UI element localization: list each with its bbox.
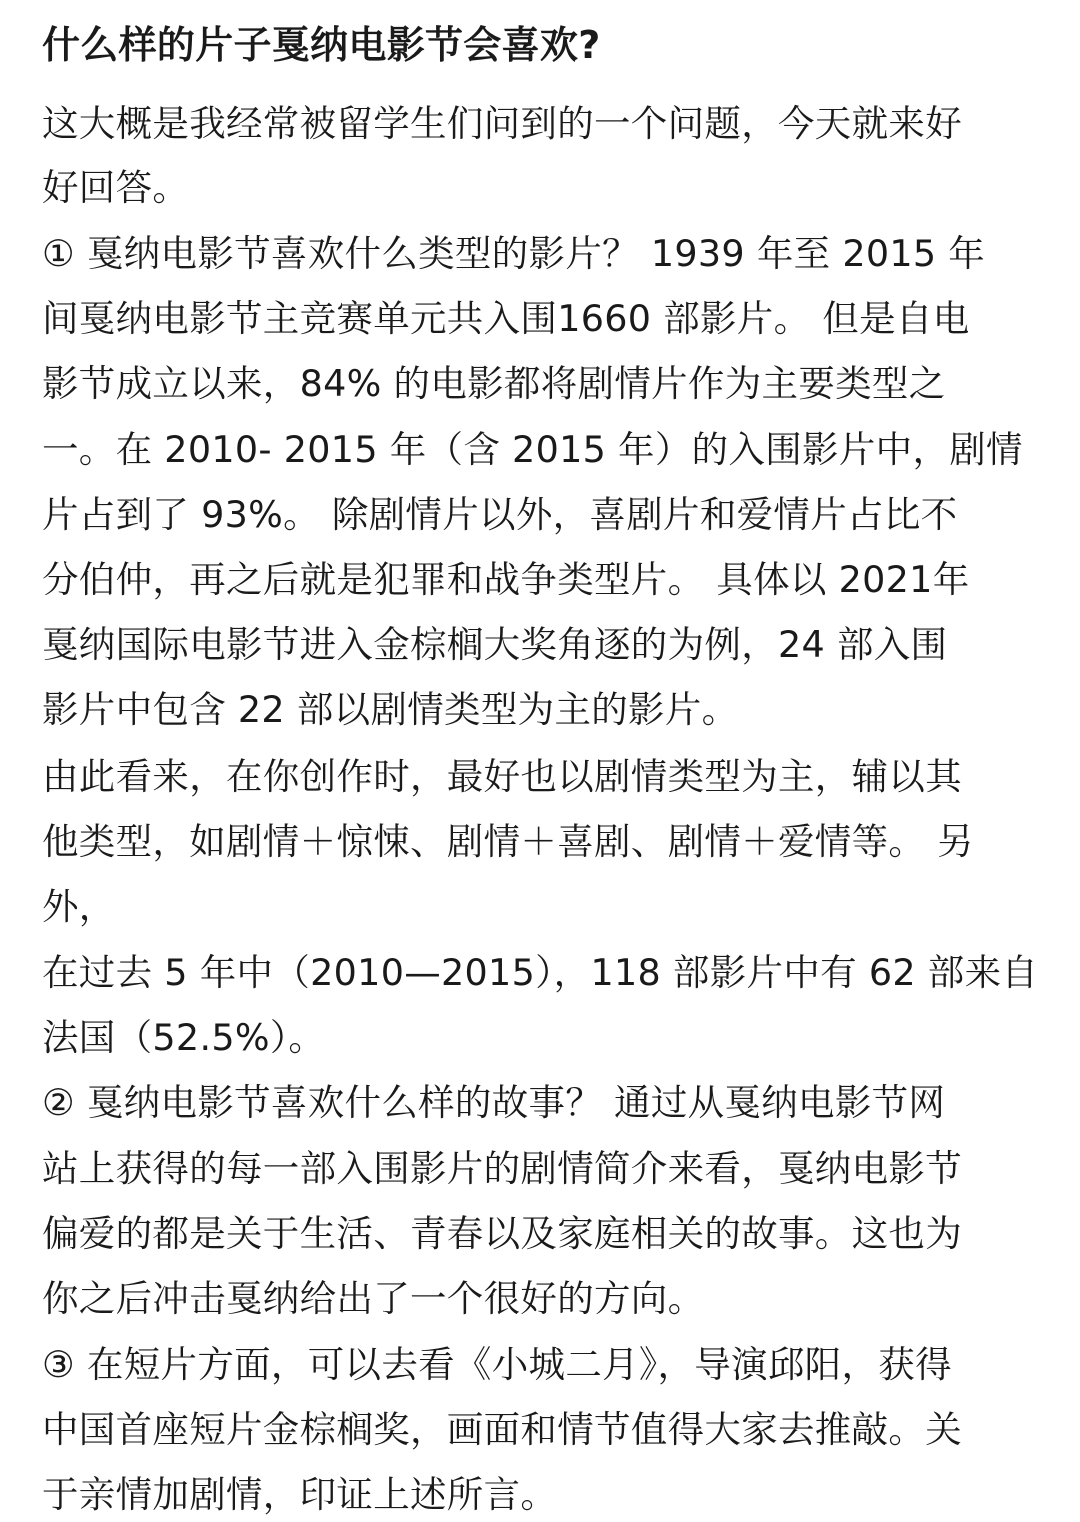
body-line: 由此看来，在你创作时，最好也以剧情类型为主，辅以其 bbox=[42, 755, 962, 798]
body-line: 戛纳国际电影节进入金棕榈大奖角逐的为例，24 部入围 bbox=[42, 623, 948, 666]
body-line: 片占到了 93%。 除剧情片以外，喜剧片和爱情片占比不 bbox=[42, 493, 958, 536]
body-line: ① 戛纳电影节喜欢什么类型的影片？ 1939 年至 2015 年 bbox=[42, 232, 986, 275]
body-line: 分伯仲，再之后就是犯罪和战争类型片。 具体以 2021年 bbox=[42, 558, 970, 601]
article-title: 什么样的片子戛纳电影节会喜欢? bbox=[42, 23, 601, 67]
body-line: 偏爱的都是关于生活、青春以及家庭相关的故事。这也为 bbox=[42, 1212, 962, 1255]
body-line: 站上获得的每一部入围影片的剧情简介来看，戛纳电影节 bbox=[42, 1147, 962, 1190]
body-line: 他类型，如剧情＋惊悚、剧情＋喜剧、剧情＋爱情等。 另 bbox=[42, 820, 974, 863]
body-line: 外， bbox=[42, 885, 116, 928]
body-line: 这大概是我经常被留学生们问到的一个问题，今天就来好 bbox=[42, 102, 962, 145]
body-line: 法国（52.5%）。 bbox=[42, 1016, 326, 1059]
body-line: ② 戛纳电影节喜欢什么样的故事？ 通过从戛纳电影节网 bbox=[42, 1081, 946, 1124]
body-line: 中国首座短片金棕榈奖，画面和情节值得大家去推敲。关 bbox=[42, 1408, 962, 1451]
body-line: ③ 在短片方面，可以去看《小城二月》，导演邱阳，获得 bbox=[42, 1343, 952, 1386]
body-line: 影片中包含 22 部以剧情类型为主的影片。 bbox=[42, 688, 739, 731]
body-line: 在过去 5 年中（2010—2015），118 部影片中有 62 部来自 bbox=[42, 951, 1039, 994]
body-line: 间戛纳电影节主竞赛单元共入围1660 部影片。 但是自电 bbox=[42, 297, 970, 340]
body-line: 你之后冲击戛纳给出了一个很好的方向。 bbox=[42, 1277, 705, 1320]
body-line: 影节成立以来，84% 的电影都将剧情片作为主要类型之 bbox=[42, 362, 946, 405]
body-line: 一。在 2010- 2015 年（含 2015 年）的入围影片中，剧情 bbox=[42, 428, 1023, 471]
body-line: 于亲情加剧情，印证上述所言。 bbox=[42, 1473, 558, 1516]
body-line: 好回答。 bbox=[42, 166, 190, 209]
